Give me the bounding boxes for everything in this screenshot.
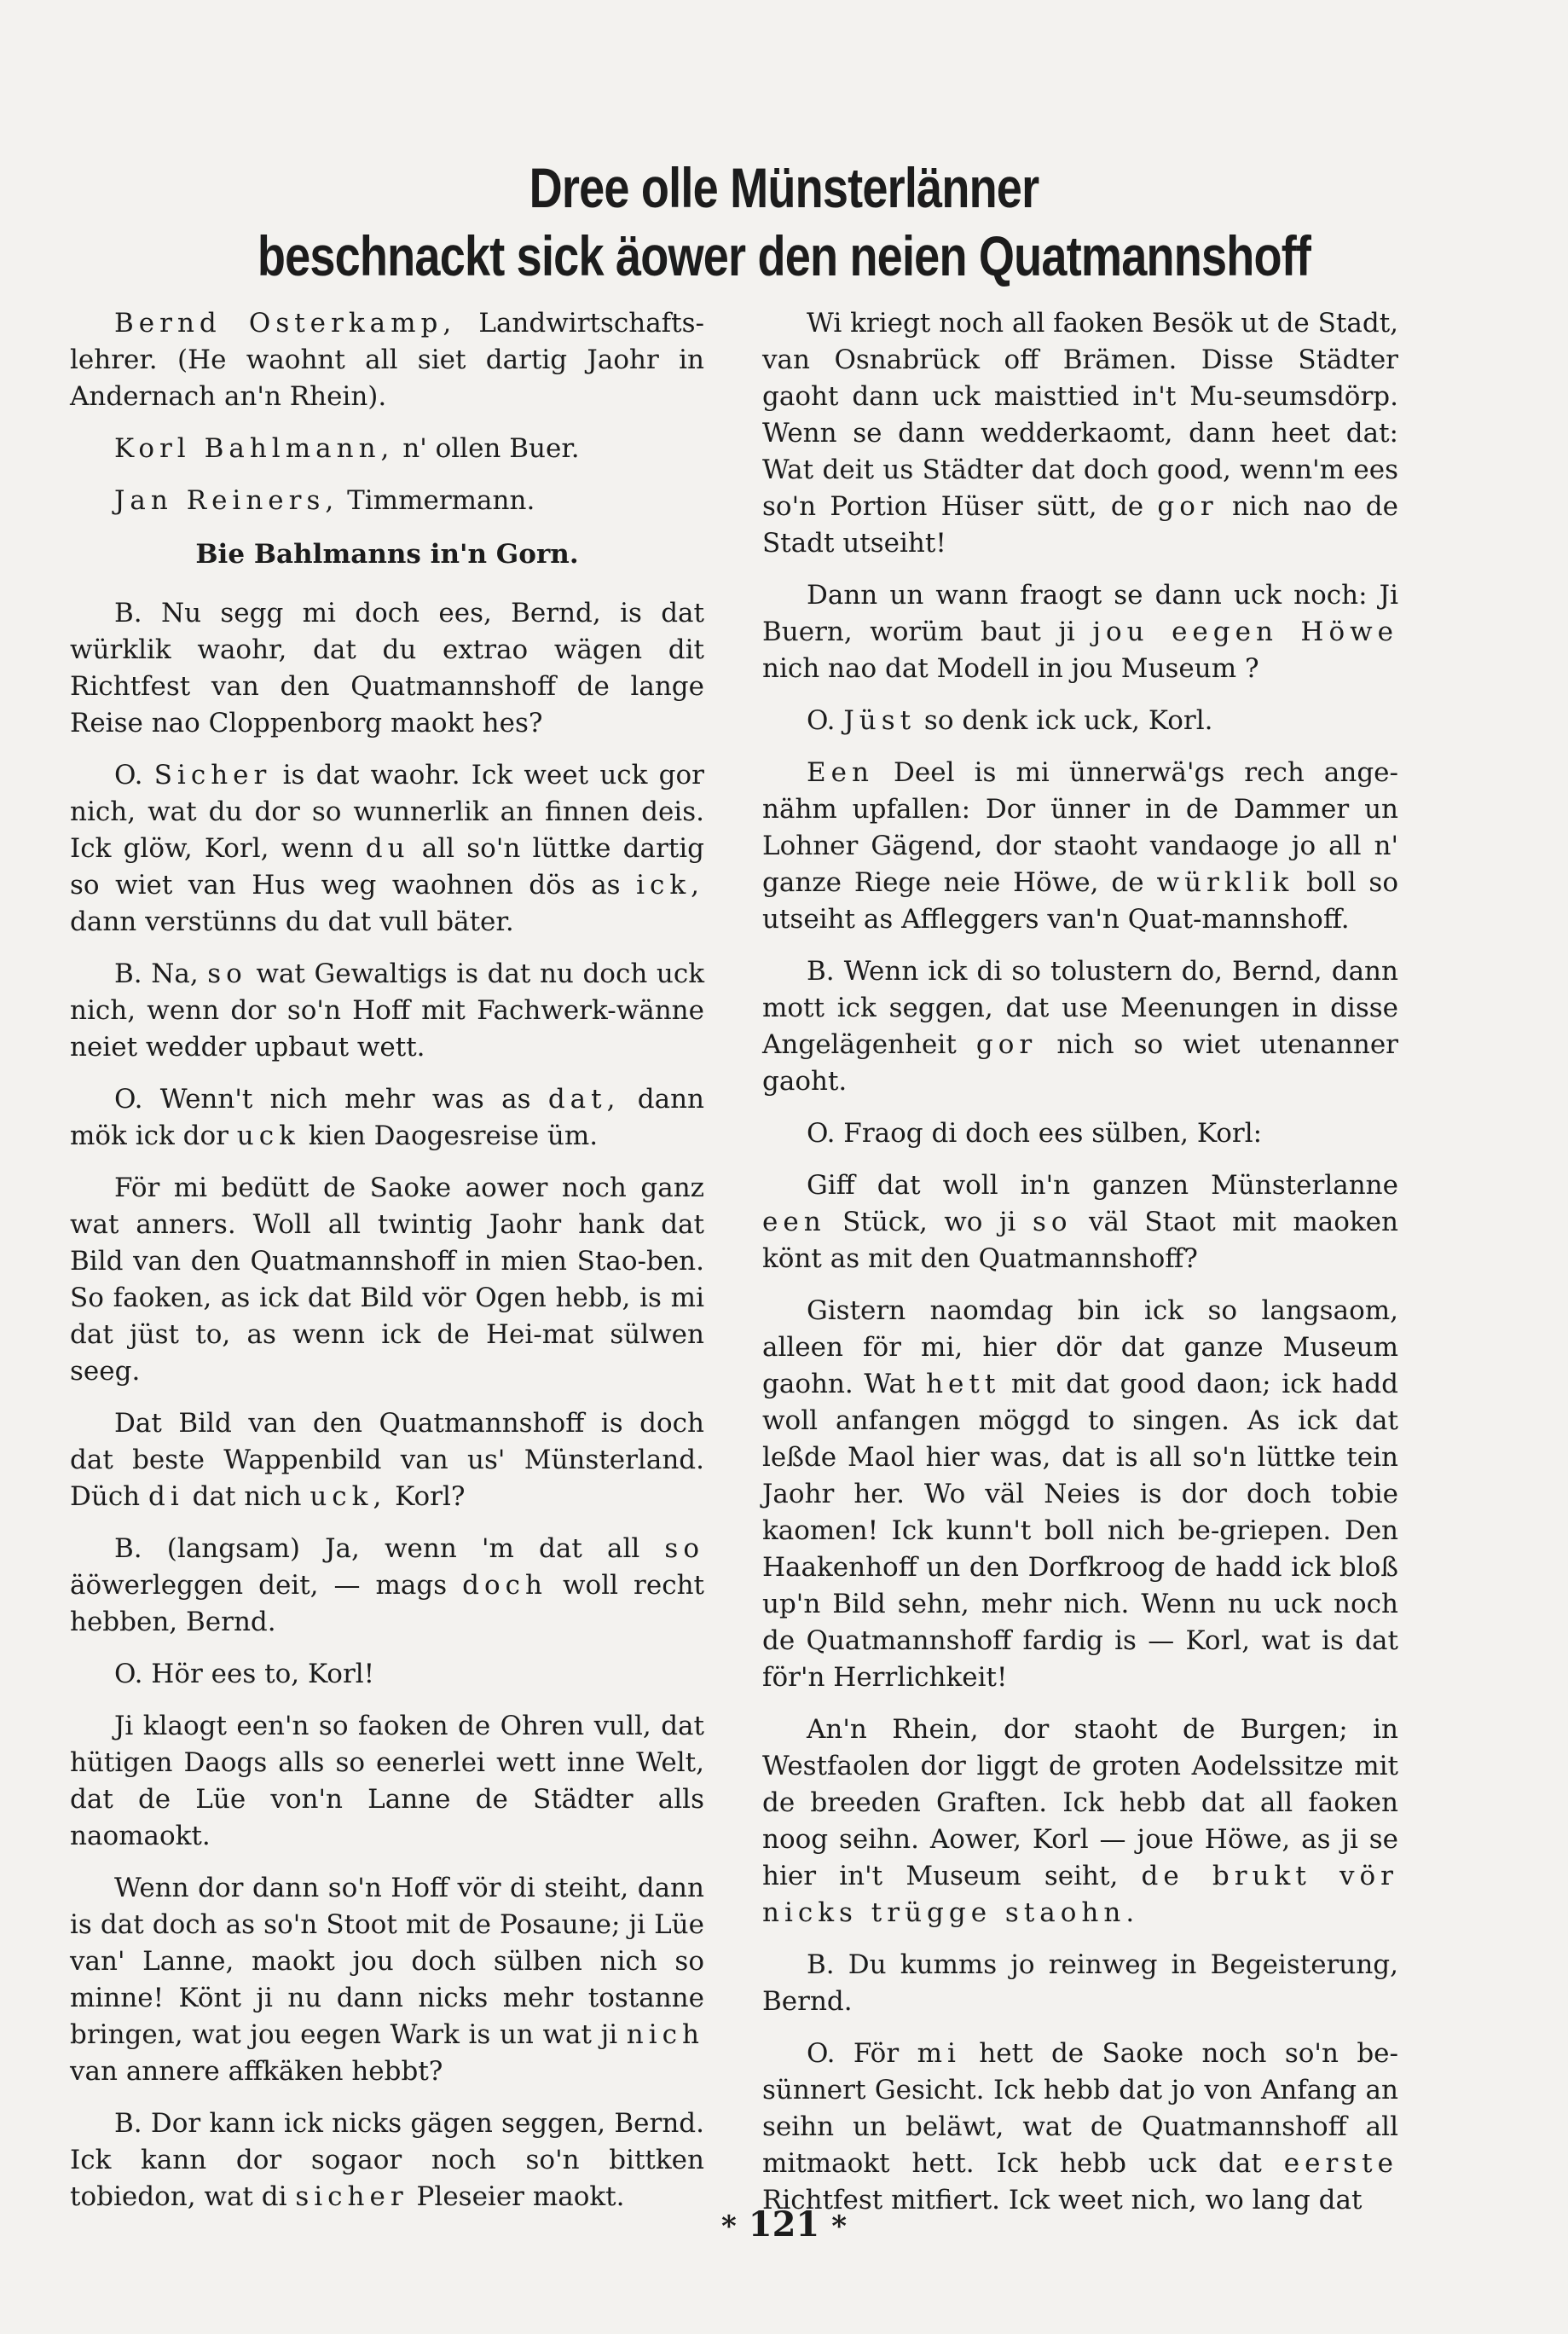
- emph: doch: [462, 1570, 548, 1601]
- paragraph: [70, 2105, 704, 2215]
- article-title: [142, 153, 1427, 290]
- paragraph: B. Du kumms jo reinweg in Begeisterung, Bernd.: [762, 1949, 1398, 2017]
- text: is dat waohr. Ick weet uck gor nich, wat du dor so wunnerlik an finnen deis. Ick glöw, Korl, wenn: [70, 760, 704, 864]
- emph: so: [207, 959, 247, 989]
- text: väl Staot mit maoken könt as mit den Quatmannshoff?: [762, 1207, 1398, 1274]
- text: kien Daogesreise üm.: [299, 1121, 599, 1151]
- emph: so: [1032, 1207, 1073, 1237]
- paragraph: [70, 1531, 704, 1641]
- emph: Jan Reiners,: [114, 485, 339, 516]
- paragraph: [762, 703, 1398, 739]
- emph: sicher: [295, 2181, 408, 2212]
- scene-heading: Bie Bahlmanns in'n Gorn.: [195, 539, 579, 570]
- text: n' ollen Buer.: [394, 433, 580, 464]
- text: Dat Bild van den Quatmannshoff is doch dat beste Wappenbild van us' Münsterland. Düch: [70, 1408, 704, 1512]
- title-line-2: beschnackt sick äower den neien Quatmannshoff: [257, 224, 1311, 287]
- text: dann mök ick dor: [70, 1084, 704, 1151]
- title-line-1: Dree olle Münsterlänner: [529, 156, 1039, 219]
- text: Stück, wo ji: [825, 1207, 1033, 1237]
- text: so denk ick uck, Korl.: [916, 705, 1213, 736]
- star-left: *: [721, 2209, 737, 2244]
- paragraph: [762, 1711, 1398, 1931]
- cast-korl: [70, 431, 704, 467]
- paragraph: [70, 1870, 704, 2090]
- emph: Sicher: [153, 760, 272, 791]
- text: Timmermann.: [338, 485, 535, 516]
- emph: een: [762, 1207, 826, 1237]
- emph: uck,: [310, 1481, 387, 1512]
- left-column: [70, 305, 704, 2231]
- text: all so'n lüttke dartig so wiet van Hus weg waohnen dös as: [70, 833, 704, 901]
- text: äöwerleggen deit, — mags: [70, 1570, 463, 1601]
- text: Wi kriegt noch all faoken Besök ut de Stadt, van Osnabrück off Brämen. Disse Städter gaoht dann uck maisttied in't Mu-seumsdörp. Wenn se dann wedderkaomt, dann heet dat: Wat deit us Städter dat doch good, wenn'm ees so'n Portion Hüser sütt, de: [762, 308, 1398, 522]
- paragraph: [762, 577, 1398, 687]
- text: B. Wenn ick di so tolustern do, Bernd, dann mott ick seggen, dat use Meenungen in disse Angelägenheit: [762, 956, 1398, 1060]
- text: Landwirtschafts-lehrer. (He waohnt all siet dartig Jaohr in Andernach an'n Rhein).: [70, 308, 704, 412]
- text: O. För: [807, 2038, 917, 2069]
- text: dat nich: [183, 1481, 310, 1512]
- paragraph: För mi bedütt de Saoke aower noch ganz wat anners. Woll all twintig Jaohr hank dat Bild van den Quatmannshoff in mien Stao-ben. So faoken, as ick dat Bild vör Ogen hebb, is mi dat jüst to, as wenn ick de Hei-mat sülwen seeg.: [70, 1173, 704, 1387]
- emph: eerste: [1283, 2148, 1398, 2179]
- text: Giff dat woll in'n ganzen Münsterlanne: [807, 1170, 1398, 1201]
- text: hett de Saoke noch so'n be-sünnert Gesicht. Ick hebb dat jo von Anfang an seihn un beläwt, wat de Quatmannshoff all mitmaokt hett. Ick hebb uck dat: [762, 2038, 1398, 2179]
- emph: de brukt vör nicks trügge staohn.: [762, 1861, 1398, 1928]
- text: Korl?: [386, 1481, 466, 1512]
- cast-bernd: [70, 305, 704, 415]
- paragraph: O. Hör ees to, Korl!: [114, 1659, 375, 1689]
- paragraph: [762, 305, 1398, 562]
- text: Wenn dor dann so'n Hoff vör di steiht, dann is dat doch as so'n Stoot mit de Posaune; ji Lüe van' Lanne, maokt jou doch sülben nich so minne! Könt ji nu dann nicks mehr tostanne bringen, wat jou eegen Wark is un wat ji: [70, 1873, 704, 2050]
- text: Richtfest mitfiert. Ick weet nich, wo lang dat: [762, 2185, 1363, 2215]
- paragraph: [762, 953, 1398, 1100]
- text: B. Dor kann ick nicks gägen seggen, Bernd. Ick kann dor sogaor noch so'n bittken tobiedon, wat di: [70, 2108, 704, 2212]
- text: van annere affkäken hebbt?: [70, 2056, 443, 2087]
- right-column: [762, 305, 1398, 2234]
- emph: uck: [236, 1121, 300, 1151]
- paragraph: [70, 1081, 704, 1155]
- page-footer: [0, 2204, 1568, 2244]
- text: dann verstünns du dat vull bäter.: [70, 906, 514, 937]
- emph: dat,: [547, 1084, 621, 1115]
- emph: ick,: [636, 870, 704, 901]
- paragraph: [762, 755, 1398, 938]
- text: Dann un wann fraogt se dann uck noch: Ji Buern, worüm baut ji: [762, 580, 1398, 647]
- emph: Korl Bahlmann,: [114, 433, 395, 464]
- text: O.: [114, 760, 154, 791]
- text: O. Wenn't nich mehr was as: [114, 1084, 548, 1115]
- emph: Bernd Osterkamp,: [114, 308, 457, 339]
- text: boll so utseiht as Affleggers van'n Quat-mannshoff.: [762, 867, 1398, 935]
- paragraph: B. Nu segg mi doch ees, Bernd, is dat würklik waohr, dat du extrao wägen dit Richtfest van den Quatmannshoff de lange Reise nao Cloppenborg maokt hes?: [70, 598, 704, 738]
- star-right: *: [831, 2209, 847, 2244]
- text: B. Na,: [114, 959, 208, 989]
- emph: so: [664, 1533, 704, 1564]
- emph: gor: [1157, 491, 1218, 522]
- text: Deel is mi ünnerwä'gs rech ange-nähm upfallen: Dor ünner in de Dammer un Lohner Gägend, dor staoht vandaoge jo all n' ganze Riege neie Höwe, de: [762, 757, 1398, 898]
- emph: jou eegen Höwe: [1092, 617, 1398, 647]
- paragraph: [70, 956, 704, 1066]
- paragraph: O. Fraog di doch ees sülben, Korl:: [807, 1118, 1263, 1149]
- paragraph: [762, 1293, 1398, 1696]
- text: nich nao de Stadt utseiht!: [762, 491, 1398, 559]
- text: nich nao dat Modell in jou Museum ?: [762, 653, 1259, 684]
- text: nich so wiet utenanner gaoht.: [762, 1029, 1398, 1097]
- page-number: 121: [748, 2204, 820, 2244]
- text: wat Gewaltigs is dat nu doch uck nich, wenn dor so'n Hoff mit Fachwerk-wänne neiet wedder upbaut wett.: [70, 959, 704, 1063]
- paragraph: [70, 1405, 704, 1515]
- emph: Jüst: [843, 705, 917, 736]
- emph: nich: [626, 2019, 704, 2050]
- cast-jan: [70, 483, 704, 519]
- emph: mi: [917, 2038, 961, 2069]
- text: O.: [807, 705, 844, 736]
- text: An'n Rhein, dor staoht de Burgen; in Westfaolen dor liggt de groten Aodelssitze mit de breeden Graften. Ick hebb dat all faoken noog seihn. Aower, Korl — joue Höwe, as ji se hier in't Museum seiht,: [762, 1714, 1398, 1891]
- emph: gor: [975, 1029, 1038, 1060]
- emph: hett: [926, 1369, 1001, 1399]
- text: Pleseier maokt.: [408, 2181, 625, 2212]
- paragraph: [762, 1167, 1398, 1277]
- text: B. (langsam) Ja, wenn 'm dat all: [114, 1533, 665, 1564]
- text: Gistern naomdag bin ick so langsaom, alleen för mi, hier dör dat ganze Museum gaohn. Wat: [762, 1295, 1398, 1399]
- paragraph: [762, 2036, 1398, 2219]
- emph: du: [365, 833, 410, 864]
- paragraph: [70, 757, 704, 941]
- paragraph: Ji klaogt een'n so faoken de Ohren vull, dat hütigen Daogs alls so eenerlei wett inne Welt, dat de Lüe von'n Lanne de Städter alls naomaokt.: [70, 1711, 704, 1851]
- emph: würklik: [1156, 867, 1294, 898]
- text: mit dat good daon; ick hadd woll anfangen möggd to singen. As ick dat leßde Maol hier was, dat is all so'n lüttke tein Jaohr her. Wo väl Neies is dor doch tobie kaomen! Ick kunn't boll nich be-griepen. Den Haakenhoff un den Dorfkroog de hadd ick bloß up'n Bild sehn, mehr nich. Wenn nu uck noch de Quatmannshoff fardig is — Korl, wat is dat för'n Herrlichkeit!: [762, 1369, 1398, 1693]
- emph: Een: [807, 757, 874, 788]
- emph: di: [148, 1481, 184, 1512]
- text: woll recht hebben, Bernd.: [70, 1570, 704, 1637]
